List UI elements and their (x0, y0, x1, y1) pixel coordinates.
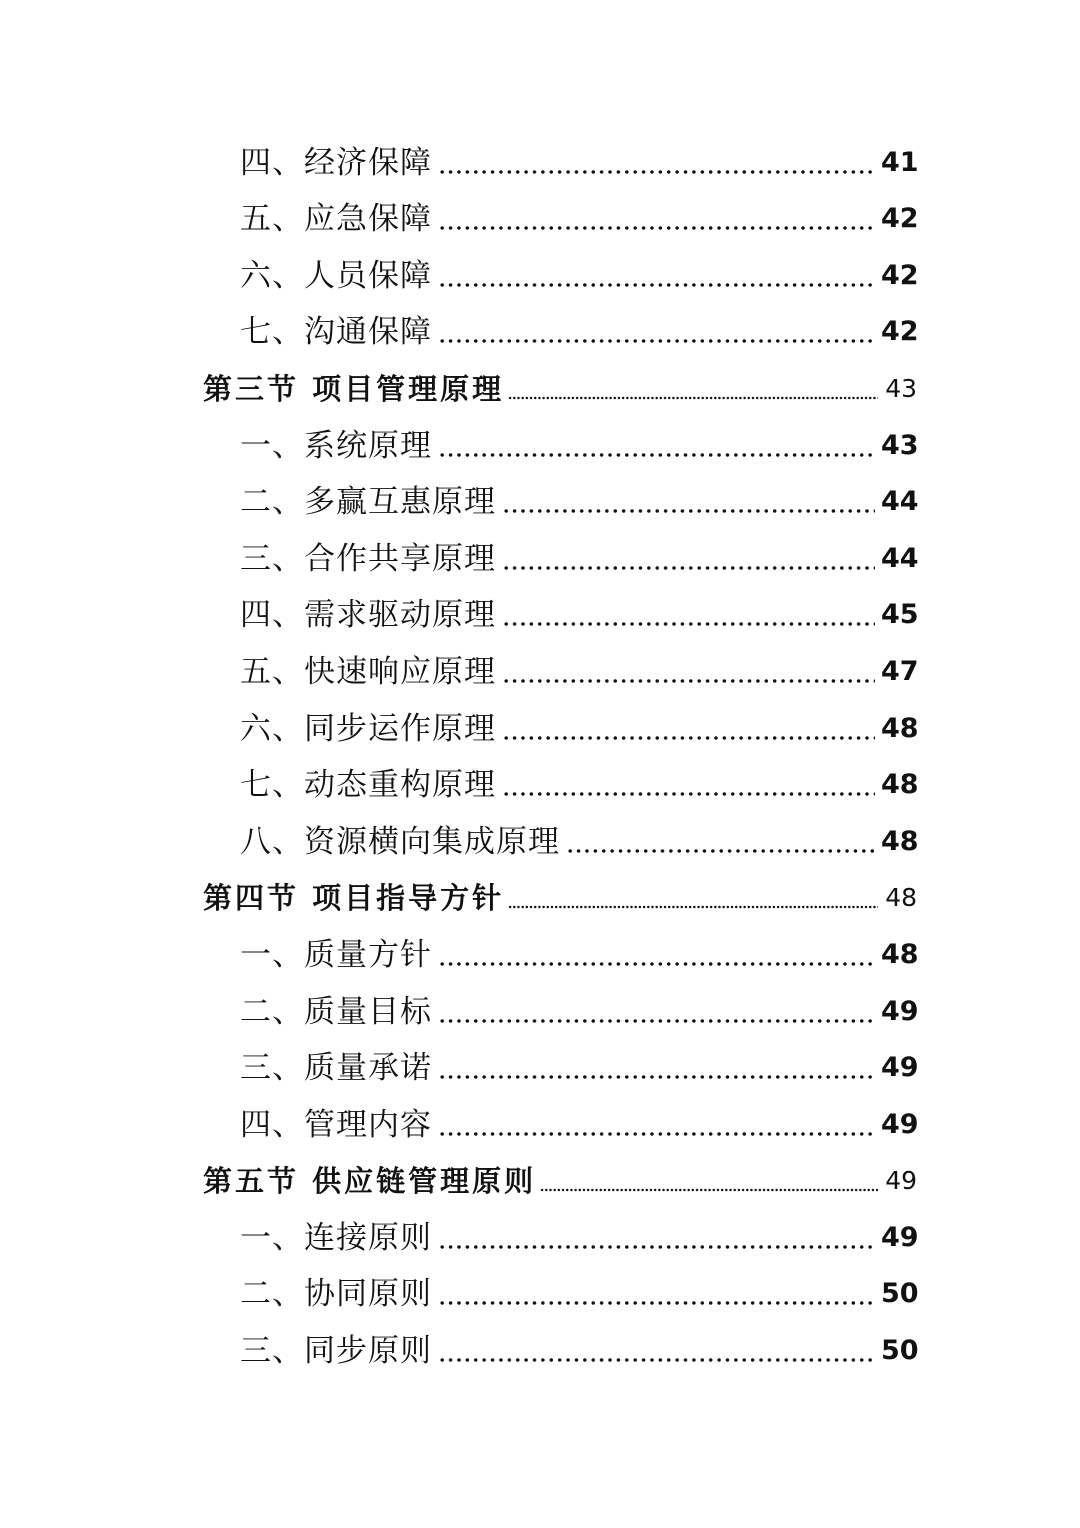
toc-entry-page: 42 (881, 316, 919, 348)
toc-entry[interactable] (240, 245, 917, 302)
toc-entry[interactable] (240, 981, 917, 1038)
toc-dot-leader (540, 1187, 878, 1193)
toc-entry-title: 七、动态重构原理 (240, 767, 496, 804)
toc-section-entry[interactable] (203, 358, 917, 415)
table-of-contents (0, 132, 1080, 1377)
toc-dot-leader (438, 224, 875, 232)
toc-dot-leader (502, 564, 875, 572)
toc-entry[interactable] (240, 698, 917, 755)
toc-dot-leader (438, 451, 875, 459)
toc-entry[interactable] (240, 924, 917, 981)
toc-entry-title: 四、管理内容 (240, 1106, 432, 1143)
toc-entry-title: 二、协同原则 (240, 1276, 432, 1313)
toc-dot-leader (502, 620, 875, 628)
toc-dot-leader (438, 1017, 875, 1025)
toc-entry-page: 49 (881, 1108, 919, 1140)
toc-entry-title: 二、多赢互惠原理 (240, 484, 496, 521)
toc-dot-leader (438, 1356, 875, 1364)
toc-entry-page: 49 (881, 1052, 919, 1084)
toc-dot-leader (438, 337, 875, 345)
toc-entry-title: 四、经济保障 (240, 144, 432, 181)
toc-section-title: 第三节 项目管理原理 (203, 371, 505, 406)
toc-dot-leader (502, 734, 875, 742)
toc-entry[interactable] (240, 132, 917, 189)
toc-entry[interactable] (240, 641, 917, 698)
toc-entry-page: 48 (881, 938, 919, 970)
toc-entry-page: 49 (881, 1221, 919, 1253)
toc-entry-title: 五、应急保障 (240, 201, 432, 238)
toc-entry[interactable] (240, 1264, 917, 1321)
toc-entry-title: 六、同步运作原理 (240, 710, 496, 747)
toc-dot-leader (438, 168, 875, 176)
toc-entry-title: 四、需求驱动原理 (240, 597, 496, 634)
toc-entry-page: 45 (881, 599, 919, 631)
toc-entry-title: 三、质量承诺 (240, 1050, 432, 1087)
toc-entry-page: 49 (881, 995, 919, 1027)
toc-entry-page: 44 (881, 486, 919, 518)
toc-entry[interactable] (240, 415, 917, 472)
toc-section-title: 第五节 供应链管理原则 (203, 1164, 537, 1199)
toc-dot-leader (438, 1130, 875, 1138)
toc-entry-page: 50 (881, 1335, 919, 1367)
toc-entry-title: 八、资源横向集成原理 (240, 823, 560, 860)
toc-entry[interactable] (240, 1207, 917, 1264)
toc-dot-leader (438, 1299, 875, 1307)
toc-entry[interactable] (240, 755, 917, 812)
toc-dot-leader (438, 1073, 875, 1081)
toc-entry-title: 六、人员保障 (240, 257, 432, 294)
toc-entry-page: 41 (881, 146, 919, 178)
toc-entry-title: 一、连接原则 (240, 1219, 432, 1256)
toc-entry[interactable] (240, 585, 917, 642)
toc-entry-title: 三、同步原则 (240, 1333, 432, 1370)
toc-dot-leader (502, 677, 875, 685)
toc-dot-leader (502, 790, 875, 798)
toc-entry-page: 43 (881, 429, 919, 461)
toc-entry[interactable] (240, 811, 917, 868)
toc-section-page: 49 (885, 1166, 917, 1196)
toc-dot-leader (508, 395, 878, 401)
toc-entry-title: 七、沟通保障 (240, 314, 432, 351)
toc-entry[interactable] (240, 1038, 917, 1095)
toc-entry[interactable] (240, 472, 917, 529)
toc-entry[interactable] (240, 302, 917, 359)
toc-entry-title: 三、合作共享原理 (240, 540, 496, 577)
toc-entry-title: 一、系统原理 (240, 427, 432, 464)
toc-entry[interactable] (240, 528, 917, 585)
toc-entry-page: 48 (881, 712, 919, 744)
toc-entry[interactable] (240, 189, 917, 246)
toc-entry-page: 44 (881, 542, 919, 574)
toc-dot-leader (438, 960, 875, 968)
toc-entry-page: 48 (881, 769, 919, 801)
toc-section-page: 48 (885, 883, 917, 913)
toc-entry-page: 48 (881, 825, 919, 857)
toc-dot-leader (502, 507, 875, 515)
toc-entry-page: 47 (881, 655, 919, 687)
toc-dot-leader (566, 847, 875, 855)
toc-entry[interactable] (240, 1320, 917, 1377)
toc-entry-title: 二、质量目标 (240, 993, 432, 1030)
toc-entry-page: 42 (881, 203, 919, 235)
toc-entry-title: 五、快速响应原理 (240, 653, 496, 690)
toc-section-page: 43 (885, 373, 917, 403)
toc-entry-title: 一、质量方针 (240, 936, 432, 973)
toc-dot-leader (438, 1243, 875, 1251)
toc-entry[interactable] (240, 1094, 917, 1151)
toc-entry-page: 50 (881, 1278, 919, 1310)
toc-section-title: 第四节 项目指导方针 (203, 881, 505, 916)
toc-entry-page: 42 (881, 259, 919, 291)
toc-dot-leader (508, 904, 878, 910)
toc-section-entry[interactable] (203, 1151, 917, 1208)
toc-section-entry[interactable] (203, 868, 917, 925)
toc-dot-leader (438, 281, 875, 289)
